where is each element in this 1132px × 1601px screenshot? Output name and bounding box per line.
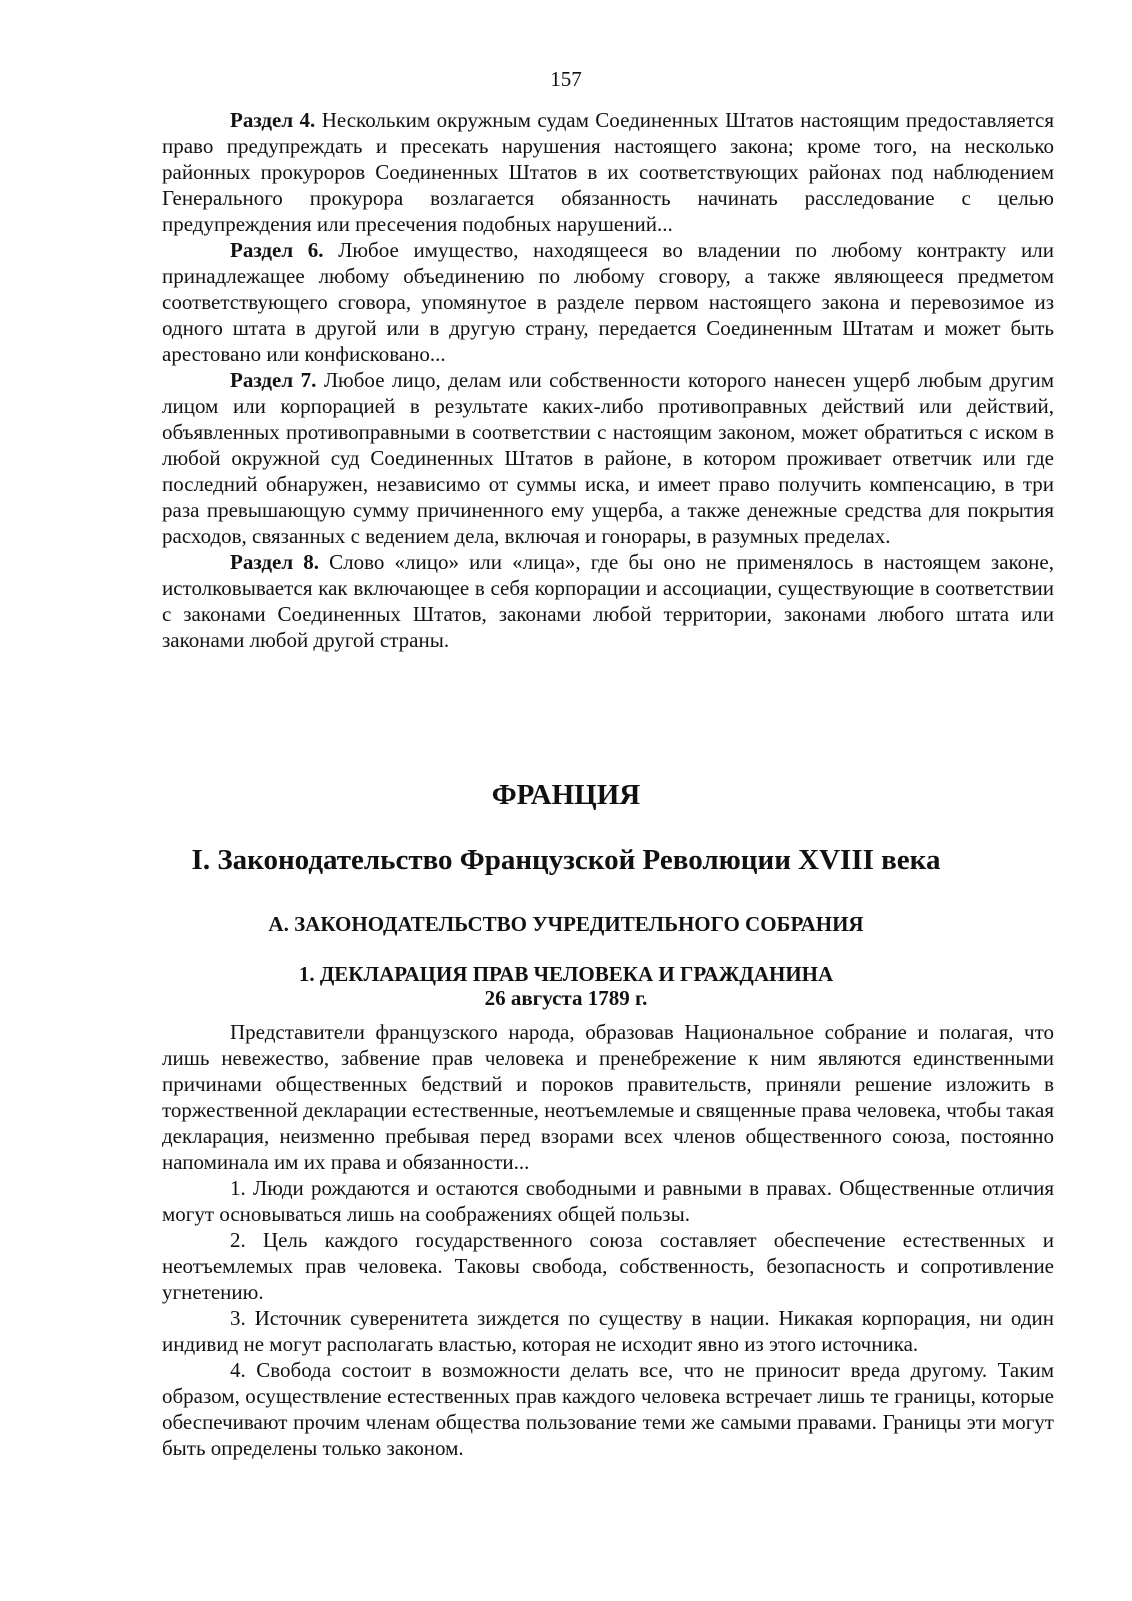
section-text: Любое имущество, находящееся во владении по любому контракту или принадлежащее любому объединению по любому сговору, а также являющееся предметом соответствующего сговора, упомянутое в разделе первом настоящего закона и перевозимое из одного штата в другой или в другую страну, передается Соединенным Штатам и может быть арестовано или конфисковано... [162, 238, 1055, 366]
section-text: Любое лицо, делам или собственности которого нанесен ущерб любым другим лицом или корпорацией в результате каких-либо противоправных действий или действий, объявленных противоправными в соответствии с настоящим законом, может обратиться с иском в любой окружной суд Соединенных Штатов в районе, в котором проживает ответчик или где последний обнаружен, независимо от суммы иска, и имеет право получить компенсацию, в три раза превышающую сумму причиненного ему ущерба, а также денежные средства для покрытия расходов, связанных с ведением дела, включая и гонорары, в разумных пределах. [162, 368, 1054, 548]
section-paragraph [162, 237, 1054, 367]
declaration-article: 1. Люди рождаются и остаются свободными и равными в правах. Общественные отличия могут основываться лишь на соображениях общей пользы. [162, 1176, 1054, 1226]
country-heading: ФРАНЦИЯ [491, 779, 641, 811]
declaration-article: 3. Источник суверенитета зиждется по существу в нации. Никакая корпорация, ни один индивид не могут располагать властью, которая не исходит явно из этого источника. [162, 1306, 1054, 1356]
section-text: Нескольким окружным судам Соединенных Штатов настоящим предоставляется право предупреждать и пресекать нарушения настоящего закона; кроме того, на несколько районных прокуроров Соединенных Штатов в их соответствующих районах под наблюдением Генерального прокурора возлагается обязанность начинать расследование с целью предупреждения или пресечения подобных нарушений... [162, 108, 1054, 236]
declaration-article: 4. Свобода состоит в возможности делать все, что не приносит вреда другому. Таким образом, осуществление естественных прав каждого человека встречает лишь те границы, которые обеспечивают прочим членам общества пользование теми же самыми правами. Границы эти могут быть определены только законом. [162, 1358, 1054, 1460]
declaration-article: 2. Цель каждого государственного союза составляет обеспечение естественных и неотъемлемых прав человека. Таковы свобода, собственность, безопасность и сопротивление угнетению. [162, 1228, 1054, 1304]
document-date: 26 августа 1789 г. [484, 986, 648, 1010]
section-text: Слово «лицо» или «лица», где бы оно не применялось в настоящем законе, истолковывается как включающее в себя корпорации и ассоциации, существующие в соответствии с законами Соединенных Штатов, законами любой территории, законами любого штата или законами любой другой страны. [162, 550, 1054, 652]
section-label: Раздел 8. [230, 550, 319, 574]
declaration-preamble: Представители французского народа, образовав Национальное собрание и полагая, что лишь невежество, забвение прав человека и пренебрежение к ним являются единственными причинами общественных бедствий и пороков правительств, приняли решение изложить в торжественной декларации естественные, неотъемлемые и священные права человека, чтобы такая декларация, неизменно пребывая перед взорами всех членов общественного союза, постоянно напоминала им их права и обязанности... [162, 1020, 1054, 1174]
section-label: Раздел 4. [230, 108, 316, 132]
law-sections-text [162, 107, 1054, 653]
section-paragraph [162, 107, 1054, 237]
section-heading: А. ЗАКОНОДАТЕЛЬСТВО УЧРЕДИТЕЛЬНОГО СОБРАНИЯ [268, 912, 864, 936]
document-title: 1. ДЕКЛАРАЦИЯ ПРАВ ЧЕЛОВЕКА И ГРАЖДАНИНА [298, 962, 834, 986]
section-paragraph [162, 367, 1054, 549]
section-label: Раздел 6. [230, 238, 324, 262]
declaration-text [162, 1019, 1054, 1461]
section-label: Раздел 7. [230, 368, 317, 392]
part-heading: I. Законодательство Французской Революции XVIII века [191, 844, 941, 876]
section-paragraph [162, 549, 1054, 653]
page-number: 157 [550, 67, 582, 91]
